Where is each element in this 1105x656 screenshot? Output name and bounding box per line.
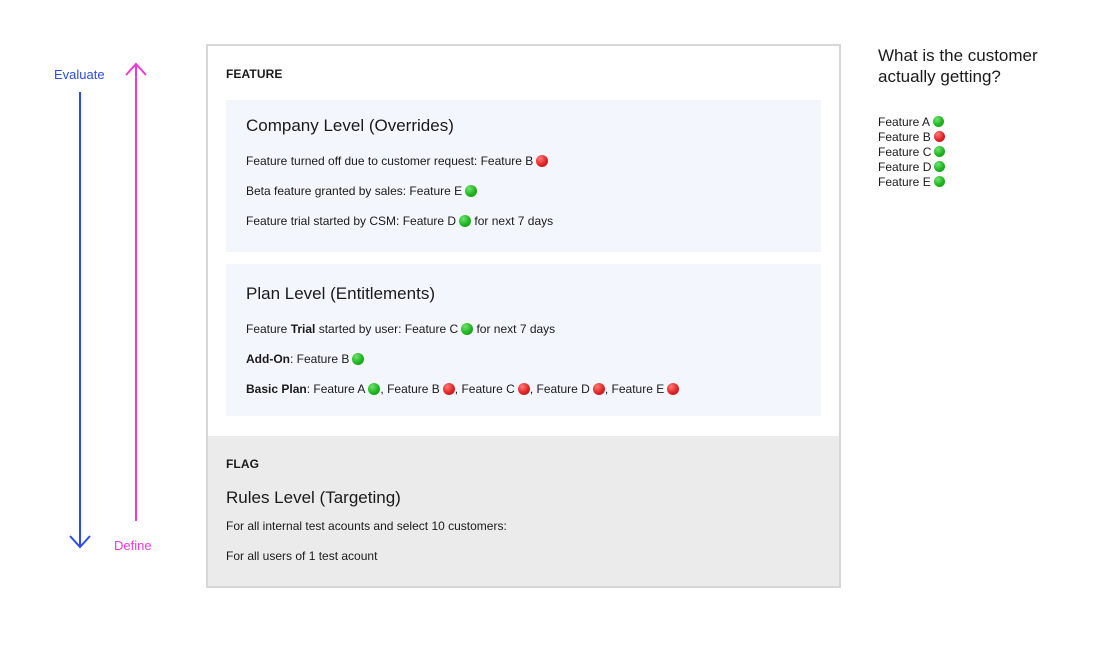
result-item-name: Feature D [878,160,932,174]
plan-level-box [226,264,821,416]
company-line-3 [246,214,553,228]
red-status-icon [536,155,548,167]
red-status-icon [934,131,945,142]
basic-sep: : [306,382,314,396]
company-line-3-suffix: for next 7 days [471,214,554,228]
company-line-3-text: Feature trial started by CSM: Feature D [246,214,457,228]
trial-prefix: Feature [246,322,291,336]
green-status-icon [934,176,945,187]
red-status-icon [443,383,455,395]
rules-level-title: Rules Level (Targeting) [226,488,401,507]
plan-level-title: Plan Level (Entitlements) [246,284,435,303]
company-level-title: Company Level (Overrides) [246,116,454,135]
basic-feature-e: Feature E [611,382,665,396]
flag-section-label: FLAG [226,457,260,471]
flag-rule-line-1: For all internal test acounts and select 10 customers: [226,519,507,533]
company-line-2 [246,184,477,198]
result-item-name: Feature A [878,115,931,129]
basic-feature-c: Feature C [461,382,515,396]
basic-plan-bold: Basic Plan [246,382,307,396]
green-status-icon [459,215,471,227]
result-question: What is the customer actually getting? [878,46,1038,86]
result-item-name: Feature C [878,145,932,159]
company-line-1-text: Feature turned off due to customer request: Feature B [246,154,534,168]
green-status-icon [933,116,944,127]
green-status-icon [934,161,945,172]
plan-addon-line [246,352,364,366]
company-line-2-text: Beta feature granted by sales: Feature E [246,184,463,198]
result-list [878,115,945,190]
basic-feature-a: Feature A [313,382,366,396]
define-arrow-up [126,64,146,521]
plan-basic-line: Basic Plan: Feature A , Feature B , Feature C , Feature D , Feature E [246,382,679,396]
plan-trial-line [246,322,555,336]
feature-section [208,46,839,436]
evaluate-arrow-down [70,92,90,547]
red-status-icon [518,383,530,395]
red-status-icon [667,383,679,395]
trial-suffix: for next 7 days [473,322,556,336]
define-label: Define [114,538,152,553]
feature-section-label: FEATURE [226,67,283,81]
result-item [878,160,945,175]
company-level-box [226,100,821,252]
result-item-name: Feature E [878,175,931,189]
addon-rest: : Feature B [290,352,350,366]
green-status-icon [465,185,477,197]
trial-rest: started by user: Feature C [315,322,459,336]
result-item [878,145,945,160]
evaluation-panel [206,44,841,588]
result-item [878,115,945,130]
company-line-1 [246,154,548,168]
basic-feature-d: Feature D [536,382,590,396]
result-item [878,130,945,145]
basic-feature-b: Feature B [387,382,440,396]
green-status-icon [368,383,380,395]
addon-bold: Add-On [246,352,290,366]
flow-arrows [60,56,160,556]
flag-section [208,436,839,586]
red-status-icon [593,383,605,395]
result-item [878,175,945,190]
trial-bold: Trial [290,322,316,336]
result-item-name: Feature B [878,130,931,144]
green-status-icon [352,353,364,365]
green-status-icon [934,146,945,157]
evaluate-label: Evaluate [54,67,105,82]
flag-rule-line-2: For all users of 1 test acount [226,549,378,563]
green-status-icon [461,323,473,335]
